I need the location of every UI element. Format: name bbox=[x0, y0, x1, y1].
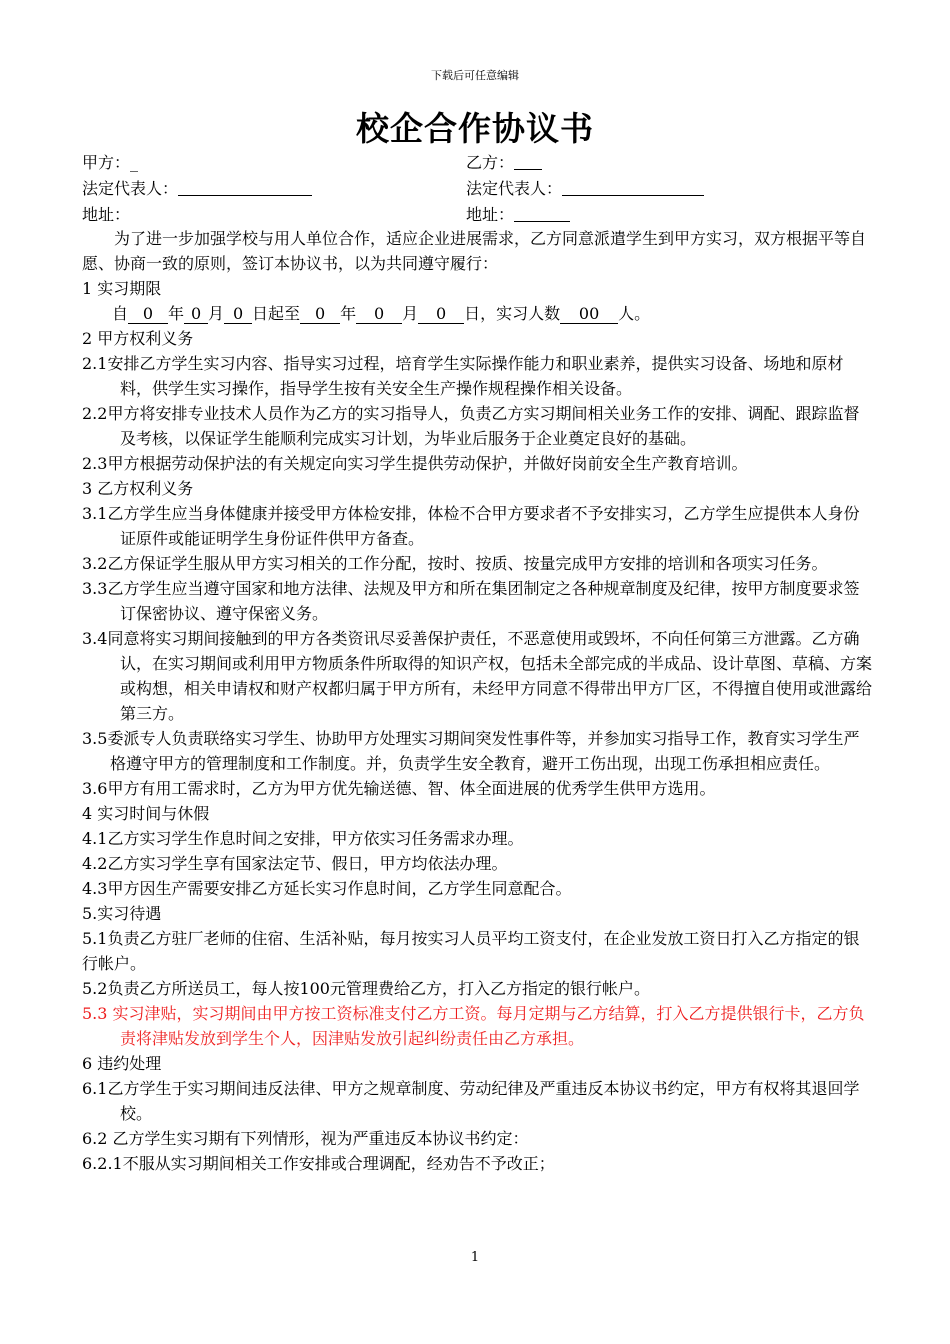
clause-3-4: 3.4同意将实习期间接触到的甲方各类资讯尽妥善保护责任，不恶意使用或毁坏，不向任何第三方泄露。乙方确认，在实习期间或利用甲方物质条件所取得的知识产权，包括未全部完成的半成品、设计草图、草稿、方案或构想，相关申请权和财产权都归属于甲方所有，未经甲方同意不得带出甲方厂区，不得擅自使用或泄露给第三方。 bbox=[82, 629, 873, 723]
party-a-rep-blank bbox=[178, 179, 312, 196]
party-a-rep-label: 法定代表人： bbox=[82, 179, 179, 198]
party-b-blank bbox=[514, 153, 542, 170]
clause-3-6: 3.6甲方有用工需求时，乙方为甲方优先输送德、智、体全面进展的优秀学生供甲方选用。 bbox=[82, 779, 716, 798]
intro-paragraph: 为了进一步加强学校与用人单位合作，适应企业进展需求，乙方同意派遣学生到甲方实习，双方根据平等自愿、协商一致的原则，签订本协议书，以为共同遵守履行： bbox=[82, 229, 867, 273]
clause-2-1: 2.1安排乙方学生实习内容、指导实习过程，培育学生实际操作能力和职业素养，提供实习设备、场地和原材料，供学生实习操作，指导学生按有关安全生产操作规程操作相关设备。 bbox=[82, 354, 844, 398]
page-number: 1 bbox=[470, 1250, 480, 1265]
intern-count-value: 00 bbox=[560, 305, 618, 324]
document-title: 校企合作协议书 bbox=[356, 109, 594, 148]
clause-3-1: 3.1乙方学生应当身体健康并接受甲方体检安排，体检不合甲方要求者不予安排实习，乙方学生应提供本人身份证原件或能证明学生身份证件供甲方备查。 bbox=[82, 504, 860, 548]
to-day-value: 0 bbox=[418, 305, 464, 324]
period-text: 年 bbox=[340, 304, 357, 323]
party-a-address-label: 地址： bbox=[82, 205, 131, 224]
clause-6-2-1: 6.2.1不服从实习期间相关工作安排或合理调配，经劝告不予改正； bbox=[82, 1154, 555, 1173]
clause-4-1: 4.1乙方实习学生作息时间之安排，甲方依实习任务需求办理。 bbox=[82, 829, 524, 848]
clause-4-3: 4.3甲方因生产需要安排乙方延长实习作息时间，乙方学生同意配合。 bbox=[82, 879, 572, 898]
party-b-address-label: 地址： bbox=[466, 205, 515, 224]
clause-2-3: 2.3甲方根据劳动保护法的有关规定向实习学生提供劳动保护，并做好岗前安全生产教育培训。 bbox=[82, 454, 748, 473]
section-2-heading: 2 甲方权利义务 bbox=[82, 329, 194, 348]
clause-2-2: 2.2甲方将安排专业技术人员作为乙方的实习指导人，负责乙方实习期间相关业务工作的安排、调配、跟踪监督及考核，以保证学生能顺利完成实习计划，为毕业后服务于企业奠定良好的基础。 bbox=[82, 404, 860, 448]
party-a-label: 甲方：_ bbox=[82, 153, 139, 172]
internship-period-line bbox=[82, 301, 872, 326]
party-b-label: 乙方： bbox=[466, 153, 515, 172]
party-b-address-blank bbox=[514, 205, 570, 222]
clause-3-5: 3.5委派专人负责联络实习学生、协助甲方处理实习期间突发性事件等，并参加实习指导工作，教育实习学生严格遵守甲方的管理制度和工作制度。并，负责学生安全教育，避开工伤出现，出现工伤承担相应责任。 bbox=[82, 729, 860, 773]
period-text: 人。 bbox=[618, 304, 651, 323]
from-year-value: 0 bbox=[128, 305, 168, 324]
clause-5-2: 5.2负责乙方所送员工，每人按100元管理费给乙方，打入乙方指定的银行帐户。 bbox=[82, 979, 650, 998]
period-text: 月 bbox=[402, 304, 419, 323]
period-text: 月 bbox=[208, 304, 225, 323]
party-b-rep-field bbox=[466, 176, 704, 202]
period-text: 年 bbox=[168, 304, 185, 323]
from-month-value: 0 bbox=[184, 305, 208, 324]
clause-6-1: 6.1乙方学生于实习期间违反法律、甲方之规章制度、劳动纪律及严重违反本协议书约定，甲方有权将其退回学校。 bbox=[82, 1079, 860, 1123]
clause-5-1: 5.1负责乙方驻厂老师的住宿、生活补贴，每月按实习人员平均工资支付，在企业发放工资日打入乙方指定的银行帐户。 bbox=[82, 929, 860, 973]
to-year-value: 0 bbox=[300, 305, 340, 324]
clause-5-3: 5.3 实习津贴，实习期间由甲方按工资标准支付乙方工资。每月定期与乙方结算，打入乙方提供银行卡，乙方负责将津贴发放到学生个人，因津贴发放引起纠纷责任由乙方承担。 bbox=[82, 1004, 865, 1048]
section-3-heading: 3 乙方权利义务 bbox=[82, 479, 194, 498]
address-row bbox=[82, 202, 882, 228]
from-day-value: 0 bbox=[224, 305, 252, 324]
to-month-value: 0 bbox=[356, 305, 402, 324]
party-b-rep-blank bbox=[562, 179, 704, 196]
party-a-rep-field bbox=[82, 176, 312, 202]
party-name-row bbox=[82, 150, 882, 176]
agreement-body bbox=[82, 226, 872, 1176]
clause-6-2: 6.2 乙方学生实习期有下列情形，视为严重违反本协议书约定： bbox=[82, 1129, 529, 1148]
section-1-heading: 1 实习期限 bbox=[82, 279, 162, 298]
clause-4-2: 4.2乙方实习学生享有国家法定节、假日，甲方均依法办理。 bbox=[82, 854, 508, 873]
parties-block bbox=[82, 150, 882, 228]
period-text: 日起至 bbox=[252, 304, 301, 323]
clause-3-2: 3.2乙方保证学生服从甲方实习相关的工作分配，按时、按质、按量完成甲方安排的培训和各项实习任务。 bbox=[82, 554, 828, 573]
section-4-heading: 4 实习时间与休假 bbox=[82, 804, 210, 823]
clause-3-3: 3.3乙方学生应当遵守国家和地方法律、法规及甲方和所在集团制定之各种规章制度及纪律，按甲方制度要求签订保密协议、遵守保密义务。 bbox=[82, 579, 860, 623]
party-b-rep-label: 法定代表人： bbox=[466, 179, 563, 198]
representative-row bbox=[82, 176, 882, 202]
period-text: 自 bbox=[112, 304, 129, 323]
party-b-field bbox=[466, 150, 542, 176]
section-6-heading: 6 违约处理 bbox=[82, 1054, 162, 1073]
period-text: 日，实习人数 bbox=[464, 304, 561, 323]
header-note: 下载后可任意编辑 bbox=[431, 69, 519, 82]
section-5-heading: 5.实习待遇 bbox=[82, 904, 162, 923]
party-b-address-field bbox=[466, 202, 570, 228]
